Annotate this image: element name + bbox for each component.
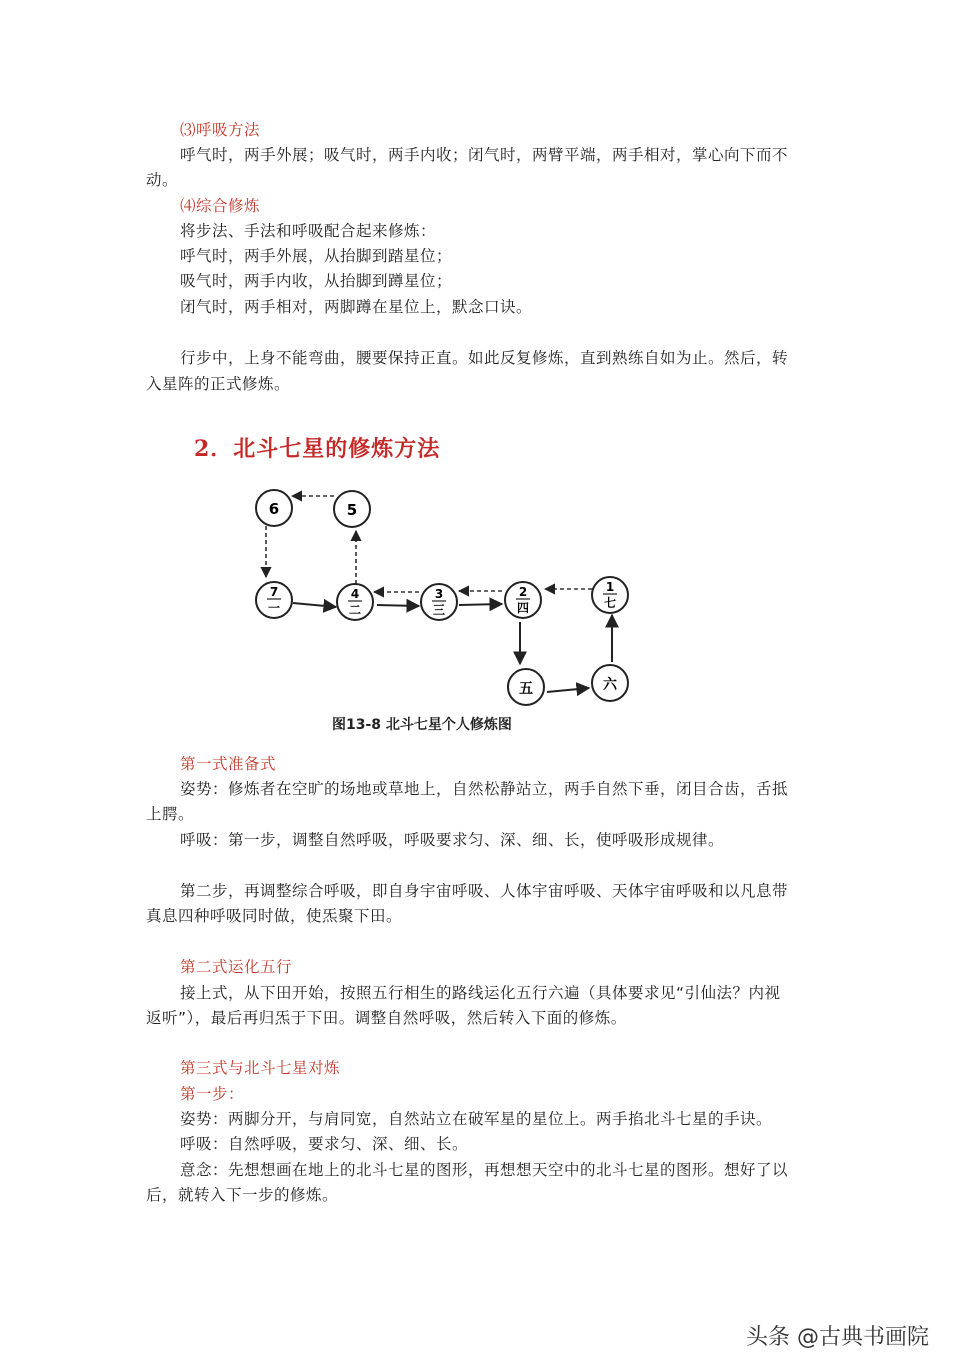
svg-text:六: 六 xyxy=(603,677,617,693)
form3-mind-line2: 后，就转入下一步的修炼。 xyxy=(146,1186,339,1204)
form2-heading: 第二式运化五行 xyxy=(180,958,293,976)
section-title-2: 2．北斗七星的修炼方法 xyxy=(194,436,441,462)
form3-mind-line1: 意念：先想想画在地上的北斗七星的图形，再想想天空中的北斗七星的图形。想好了以 xyxy=(180,1161,789,1179)
section3-line1: 呼气时，两手外展；吸气时，两手内收；闭气时，两臂平端，两手相对，掌心向下而不 xyxy=(180,146,789,164)
form1-step2-line1: 第二步，再调整综合呼吸，即自身宇宙呼吸、人体宇宙呼吸、天体宇宙呼吸和以凡息带 xyxy=(180,882,789,900)
star-node-3 xyxy=(421,584,457,620)
svg-text:3: 3 xyxy=(434,587,444,601)
svg-text:7: 7 xyxy=(269,585,279,599)
svg-text:三: 三 xyxy=(432,603,446,617)
section3-line2: 动。 xyxy=(146,171,179,189)
form3-breath: 呼吸：自然呼吸，要求匀、深、细、长。 xyxy=(180,1135,469,1153)
svg-text:一: 一 xyxy=(267,601,281,615)
star-node-wu xyxy=(508,669,544,705)
svg-text:1: 1 xyxy=(605,580,615,594)
svg-text:4: 4 xyxy=(350,587,360,601)
section4-line3: 吸气时，两手内收，从抬脚到蹲星位； xyxy=(180,272,453,290)
form1-heading: 第一式准备式 xyxy=(180,755,277,773)
section4-line2: 呼气时，两手外展，从抬脚到踏星位； xyxy=(180,247,453,265)
star-node-5 xyxy=(334,491,370,527)
svg-text:6: 6 xyxy=(268,500,280,518)
form3-heading: 第三式与北斗七星对炼 xyxy=(180,1059,341,1077)
arrow-3-to-2 xyxy=(459,604,502,605)
section3-heading: ⑶呼吸方法 xyxy=(180,121,261,139)
arrow-4-to-3 xyxy=(377,605,419,606)
walk-para-line2: 入星阵的正式修炼。 xyxy=(146,375,291,393)
star-node-7 xyxy=(256,582,292,618)
watermark-label: 头条 @古典书画院 xyxy=(746,1325,929,1350)
walk-para-line1: 行步中，上身不能弯曲，腰要保持正直。如此反复修炼，直到熟练自如为止。然后，转 xyxy=(180,349,789,367)
star-node-2 xyxy=(505,582,541,618)
form3-step-heading: 第一步： xyxy=(180,1085,245,1103)
form1-pose-line1: 姿势：修炼者在空旷的场地或草地上，自然松静站立，两手自然下垂，闭目合齿，舌抵 xyxy=(180,780,789,798)
svg-text:四: 四 xyxy=(516,601,530,615)
star-node-6 xyxy=(256,490,292,526)
form1-step2-line2: 真息四种呼吸同时做，使炁聚下田。 xyxy=(146,907,403,925)
section4-line4: 闭气时，两手相对，两脚蹲在星位上，默念口诀。 xyxy=(180,298,533,316)
section4-line1: 将步法、手法和呼吸配合起来修炼： xyxy=(180,222,437,240)
svg-text:七: 七 xyxy=(603,596,617,610)
form2-line2: 返听”），最后再归炁于下田。调整自然呼吸，然后转入下面的修炼。 xyxy=(146,1009,627,1027)
svg-text:五: 五 xyxy=(519,681,533,697)
form1-pose-line2: 上腭。 xyxy=(146,805,195,823)
arrow-7-to-4 xyxy=(293,603,336,607)
star-node-liu xyxy=(592,665,628,701)
svg-text:5: 5 xyxy=(346,501,358,519)
form3-pose: 姿势：两脚分开，与肩同宽，自然站立在破军星的星位上。两手掐北斗七星的手诀。 xyxy=(180,1110,773,1128)
form2-line1: 接上式，从下田开始，按照五行相生的路线运化五行六遍（具体要求见“引仙法？内视 xyxy=(180,984,781,1002)
section4-heading: ⑷综合修炼 xyxy=(180,197,261,215)
star-node-1 xyxy=(592,577,628,613)
star-node-4 xyxy=(337,584,373,620)
form1-breath: 呼吸：第一步，调整自然呼吸，呼吸要求匀、深、细、长，使呼吸形成规律。 xyxy=(180,831,725,849)
svg-text:二: 二 xyxy=(348,603,362,617)
arrow-wu-to-liu xyxy=(547,688,589,692)
svg-text:2: 2 xyxy=(518,585,528,599)
diagram-caption: 图13-8 北斗七星个人修炼图 xyxy=(332,717,512,733)
